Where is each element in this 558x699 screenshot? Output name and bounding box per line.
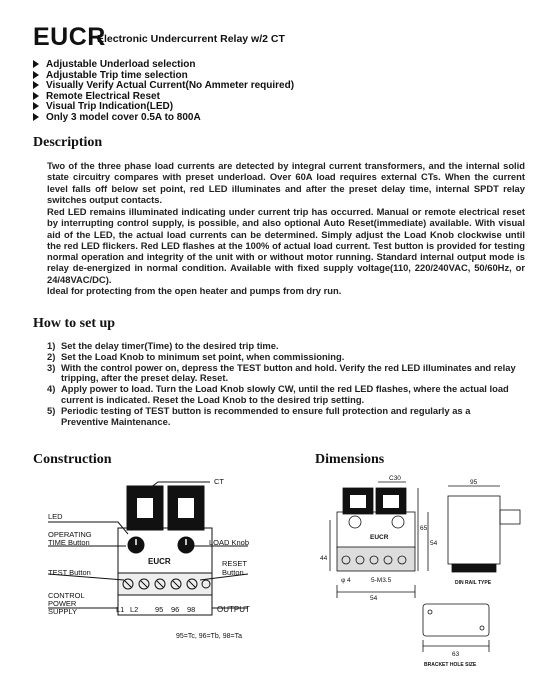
description-paragraph-1: Two of the three phase load currents are detected by integral current transformers, and the internal solid state circuitry compares with preset underload. Over 60A load requires external CTs. When the current level falls off below set point, red LED illuminates and after the preset delay time, internal SPDT relay switches output contacts. — [47, 160, 525, 205]
label-operating: OPERATING — [48, 530, 92, 539]
label-load-knob: LOAD Knob — [209, 538, 250, 547]
terminal-95: 95 — [155, 605, 164, 614]
relay-brand: EUCR — [148, 557, 171, 566]
bottom-view-caption: BRACKET HOLE SIZE — [424, 662, 477, 668]
label-reset-button: Button — [222, 568, 244, 577]
feature-item: Adjustable Trip time selection — [33, 71, 294, 82]
dim-bottom-width: 63 — [452, 651, 460, 658]
dim-height-left: 44 — [320, 555, 328, 562]
terminal-96: 96 — [171, 605, 180, 614]
label-supply: SUPPLY — [48, 607, 78, 616]
dim-side-width: 95 — [470, 479, 478, 486]
terminal-note: 95=Tc, 96=Tb, 98=Ta — [176, 633, 242, 640]
product-code: EUCR — [33, 23, 106, 51]
dimensions-heading: Dimensions — [315, 452, 385, 467]
dim-height-inner: 54 — [430, 540, 438, 547]
label-led: LED — [48, 512, 63, 521]
label-control: CONTROL — [48, 591, 85, 600]
label-time-button: TIME Button — [48, 538, 90, 547]
label-output: OUTPUT — [217, 605, 250, 614]
product-subtitle: Electronic Undercurrent Relay w/2 CT — [97, 33, 285, 45]
feature-item: Visually Verify Actual Current(No Ammeter required) — [33, 81, 294, 92]
feature-item: Only 3 model cover 0.5A to 800A — [33, 113, 294, 124]
label-reset: RESET — [222, 559, 248, 568]
front-view-body — [337, 512, 415, 548]
setup-heading: How to set up — [33, 316, 116, 331]
dim-top-width: C30 — [389, 475, 401, 482]
feature-item: Adjustable Underload selection — [33, 60, 294, 71]
feature-item: Visual Trip Indication(LED) — [33, 102, 294, 113]
setup-step: 4) Apply power to load. Turn the Load Knob slowly CW, until the red LED flashes, where the actual load current is indicated. Reset the Load Knob to the desired trip setting. — [47, 383, 509, 405]
label-ct: CT — [214, 477, 224, 486]
setup-step: 2) Set the Load Knob to minimum set point, when commissioning. — [47, 350, 345, 362]
description-paragraph-3: Ideal for protecting from the open heater and pumps from dry run. — [47, 285, 342, 296]
dim-height-right: 65 — [420, 525, 428, 532]
dimensions-diagram — [330, 482, 520, 652]
setup-step: 1) Set the delay timer(Time) to the desired trip time. — [47, 340, 279, 351]
side-view-body — [448, 496, 500, 564]
label-power: POWER — [48, 599, 77, 608]
front-view-brand: EUCR — [370, 534, 389, 541]
description-paragraph-2: Red LED remains illuminated indicating under current trip has occurred. Manual or remote electrical reset by interrupting control supply, is possible, and also optional Auto Reset(immediate) available. With visual aid of the LED, the actual load currents can be determined. Simply adjust the Load Knob clockwise until the red LED flickers. Red LED flashes at the 100% of actual load current. Test button is provided for testing normal operation and integrity of the unit with or without motor running. Standard internal output mode is relay de-energized in normal condition. Available with fixed supply voltage(110, 220/240VAC, 50/60Hz, or 24/48VAC/DC). — [47, 206, 525, 285]
construction-heading: Construction — [33, 452, 112, 467]
label-test-button: TEST Button — [48, 568, 91, 577]
dim-hole: φ 4 — [341, 577, 351, 584]
description-heading: Description — [33, 135, 103, 150]
dim-screw: 5-M3.5 — [371, 577, 392, 584]
terminal-98: 98 — [187, 605, 196, 614]
dim-base-width: 54 — [370, 595, 378, 602]
side-view-caption: DIN RAIL TYPE — [455, 580, 492, 586]
setup-step: 3) With the control power on, depress the TEST button and hold. Verify the red LED illuminates and relay tripping, after the preset delay. Reset. — [47, 361, 516, 384]
feature-item: Remote Electrical Reset — [33, 92, 294, 103]
terminal-l2: L2 — [130, 605, 139, 614]
setup-step: 5) Periodic testing of TEST button is recommended to ensure full protection and regularly as a Preventive Maintenance. — [47, 404, 471, 427]
terminal-l1: L1 — [116, 605, 125, 614]
bottom-view-body — [423, 604, 489, 636]
